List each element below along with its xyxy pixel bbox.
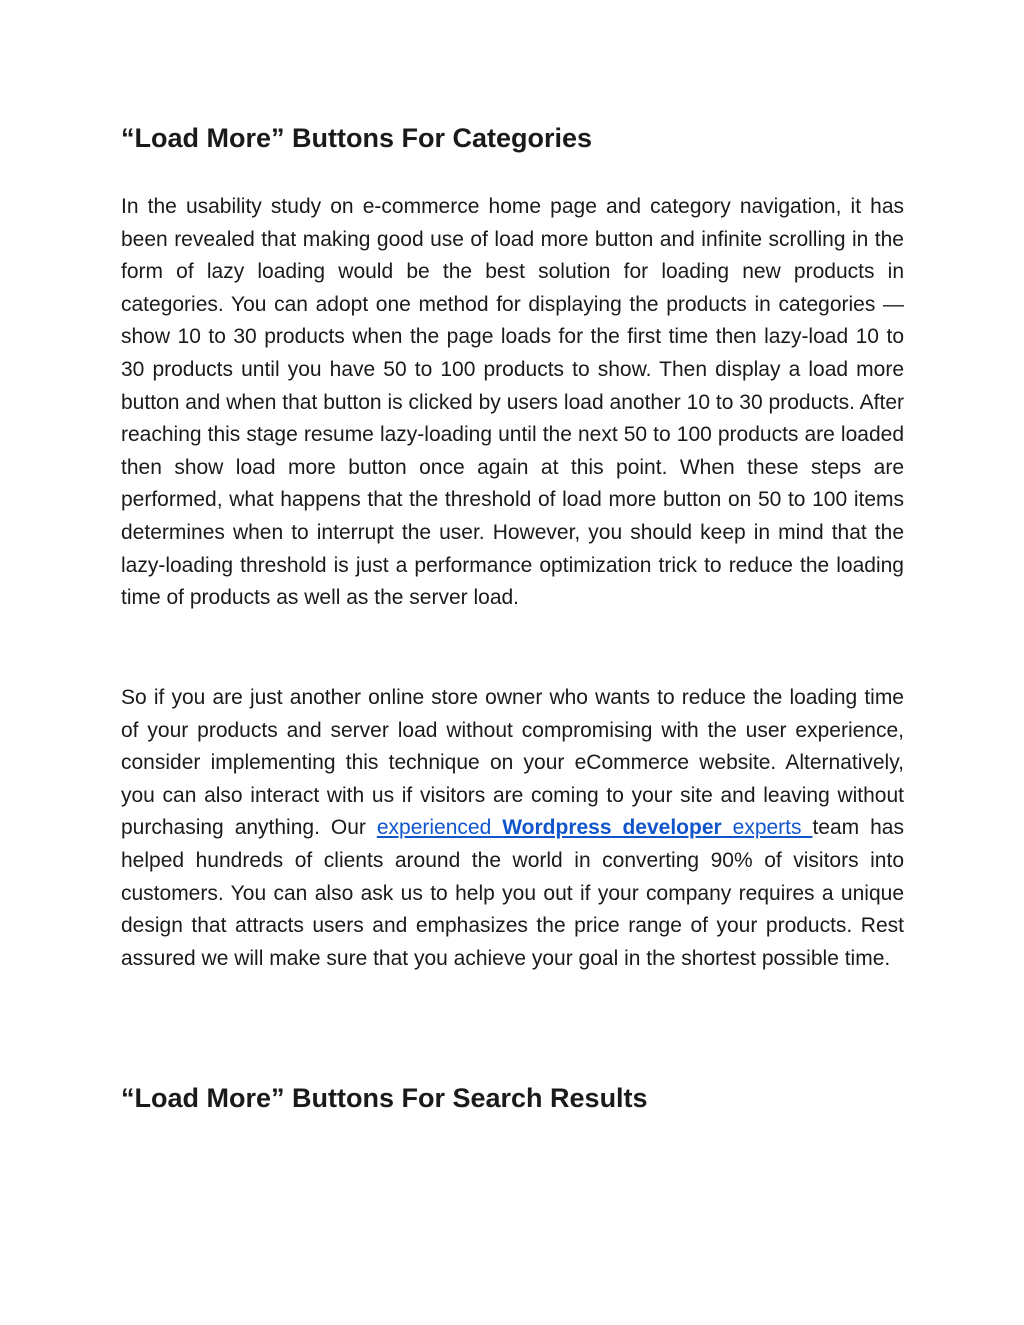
- wordpress-developer-link[interactable]: [377, 816, 813, 839]
- paragraph-lazy-loading-study: In the usability study on e-commerce home page and category navigation, it has been revealed that making good use of load more button and infinite scrolling in the form of lazy loading would be the best solution for loading new products in categories. You can adopt one method for displaying the products in categories — show 10 to 30 products when the page loads for the first time then lazy-load 10 to 30 products until you have 50 to 100 products to show. Then display a load more button and when that button is clicked by users load another 10 to 30 products. After reaching this stage resume lazy-loading until the next 50 to 100 products are loaded then show load more button once again at this point. When these steps are performed, what happens that the threshold of load more button on 50 to 100 items determines when to interrupt the user. However, you should keep in mind that the lazy-loading threshold is just a performance optimization trick to reduce the loading time of products as well as the server load.: [121, 195, 904, 610]
- heading-load-more-categories: “Load More” Buttons For Categories: [121, 123, 593, 153]
- link-text-part-1: experienced: [376, 816, 503, 840]
- paragraph-text-after-link: team has helped hundreds of clients around the world in converting 90% of visitors into customers. You can also ask us to help you out if your company requires a unique design that attracts users and emphasizes the price range of your products. Rest assured we will make sure that you achieve your goal in the shortest possible time.: [121, 816, 904, 970]
- link-text-bold: Wordpress developer: [502, 816, 722, 840]
- link-text-part-2: experts: [721, 816, 813, 840]
- heading-load-more-search-results: “Load More” Buttons For Search Results: [121, 1083, 648, 1113]
- paragraph-text-before-link: So if you are just another online store owner who wants to reduce the loading time of your products and server load without compromising with the user experience, consider implementing this technique on your eCommerce website. Alternatively, you can also interact with us if visitors are coming to your site and leaving without purchasing anything. Our: [121, 686, 904, 840]
- paragraph-online-store-owner: [121, 682, 904, 975]
